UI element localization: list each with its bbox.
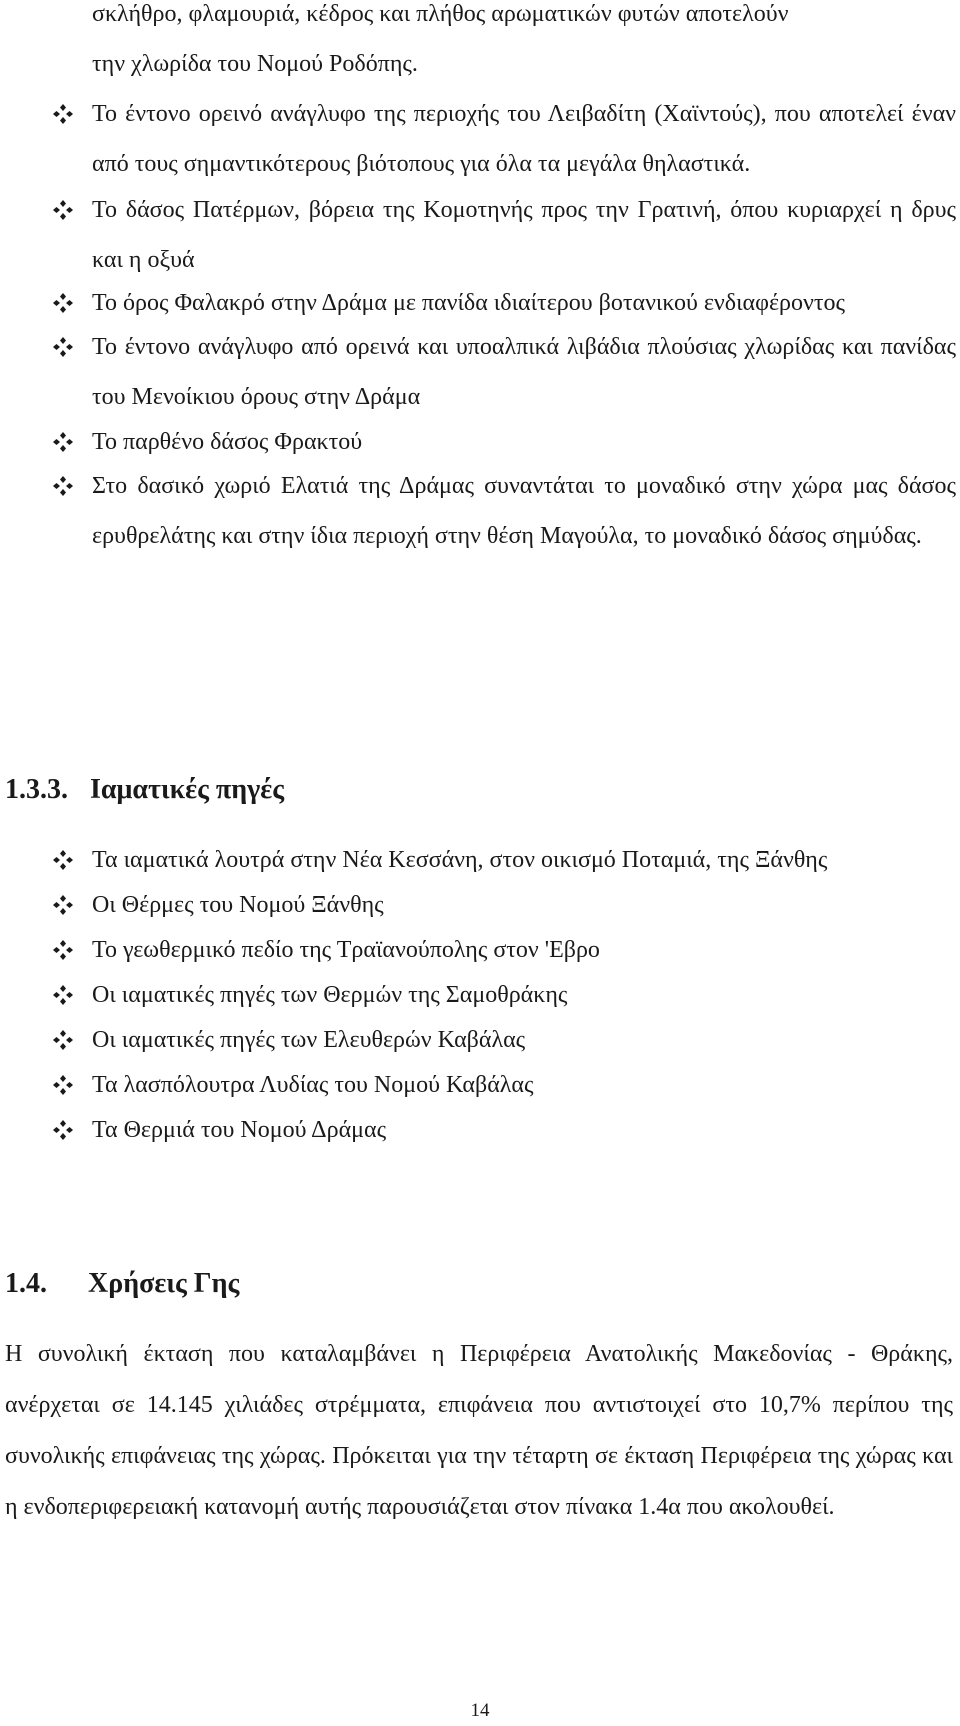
section-number: 1.4.	[5, 1268, 47, 1299]
diamond-bullet-icon	[52, 431, 74, 453]
list-item	[0, 1105, 960, 1155]
intro-continuation	[0, 0, 960, 89]
page-number: 14	[470, 1700, 490, 1721]
section-heading-1-4	[0, 1264, 960, 1304]
diamond-bullet-icon	[52, 1074, 74, 1096]
list-item-text: Το γεωθερμικό πεδίο της Τραϊανούπολης στον 'Εβρο	[92, 937, 600, 963]
section-title: Ιαματικές πηγές	[90, 774, 285, 805]
flora-list	[0, 89, 960, 561]
list-item-text: Το παρθένο δάσος Φρακτού	[92, 429, 363, 455]
diamond-bullet-icon	[52, 292, 74, 314]
list-item	[0, 461, 960, 561]
list-item-text: Οι ιαματικές πηγές των Ελευθερών Καβάλας	[92, 1027, 526, 1053]
list-item-text: Τα λασπόλουτρα Λυδίας του Νομού Καβάλας	[92, 1072, 534, 1098]
springs-list	[0, 835, 960, 1155]
list-item	[0, 970, 960, 1020]
list-item-text: Το έντονο ανάγλυφο από ορεινά και υποαλπικά λιβάδια πλούσιας χλωρίδας και πανίδας του Μενοίκιου όρους στην Δράμα	[92, 334, 956, 410]
diamond-bullet-icon	[52, 475, 74, 497]
intro-line-2: την χλωρίδα του Νομού Ροδόπης.	[92, 51, 418, 77]
list-item	[0, 185, 960, 285]
list-item	[0, 835, 960, 885]
list-item	[0, 322, 960, 422]
diamond-bullet-icon	[52, 1119, 74, 1141]
list-item	[0, 89, 960, 189]
list-item-text: Οι ιαματικές πηγές των Θερμών της Σαμοθράκης	[92, 982, 568, 1008]
diamond-bullet-icon	[52, 1029, 74, 1051]
list-item-text: Το δάσος Πατέρμων, βόρεια της Κομοτηνής προς την Γρατινή, όπου κυριαρχεί η δρυς και η οξυά	[92, 197, 956, 273]
list-item	[0, 278, 960, 328]
diamond-bullet-icon	[52, 336, 74, 358]
list-item-text: Το όρος Φαλακρό στην Δράμα με πανίδα ιδιαίτερου βοτανικού ενδιαφέροντος	[92, 290, 845, 316]
list-item	[0, 1015, 960, 1065]
section-paragraph: Η συνολική έκταση που καταλαμβάνει η Περιφέρεια Ανατολικής Μακεδονίας - Θράκης, ανέρχεται σε 14.145 χιλιάδες στρέμματα, επιφάνεια που αντιστοιχεί στο 10,7% περίπου της συνολικής επιφάνειας της χώρας. Πρόκειται για την τέταρτη σε έκταση Περιφέρεια της χώρας και η ενδοπεριφερειακή κατανομή αυτής παρουσιάζεται στον πίνακα 1.4α που ακολουθεί.	[5, 1341, 953, 1520]
list-item	[0, 925, 960, 975]
diamond-bullet-icon	[52, 199, 74, 221]
diamond-bullet-icon	[52, 939, 74, 961]
diamond-bullet-icon	[52, 984, 74, 1006]
diamond-bullet-icon	[52, 103, 74, 125]
list-item-text: Στο δασικό χωριό Ελατιά της Δράμας συναντάται το μοναδικό στην χώρα μας δάσος ερυθρελάτης και στην ίδια περιοχή στην θέση Μαγούλα, το μοναδικό δάσος σημύδας.	[92, 473, 956, 549]
list-item-text: Τα Θερμιά του Νομού Δράμας	[92, 1117, 387, 1143]
intro-line-1: σκλήθρο, φλαμουριά, κέδρος και πλήθος αρωματικών φυτών αποτελούν	[92, 1, 789, 27]
list-item	[0, 1060, 960, 1110]
section-heading-1-3-3	[0, 770, 960, 810]
list-item	[0, 417, 960, 467]
list-item-text: Τα ιαματικά λουτρά στην Νέα Κεσσάνη, στον οικισμό Ποταμιά, της Ξάνθης	[92, 847, 828, 873]
diamond-bullet-icon	[52, 849, 74, 871]
list-item	[0, 880, 960, 930]
list-item-text: Οι Θέρμες του Νομού Ξάνθης	[92, 892, 384, 918]
section-title: Χρήσεις Γης	[88, 1268, 240, 1299]
section-number: 1.3.3.	[5, 774, 68, 805]
list-item-text: Το έντονο ορεινό ανάγλυφο της περιοχής του Λειβαδίτη (Χαϊντούς), που αποτελεί έναν από τους σημαντικότερους βιότοπους για όλα τα μεγάλα θηλαστικά.	[92, 101, 956, 177]
diamond-bullet-icon	[52, 894, 74, 916]
